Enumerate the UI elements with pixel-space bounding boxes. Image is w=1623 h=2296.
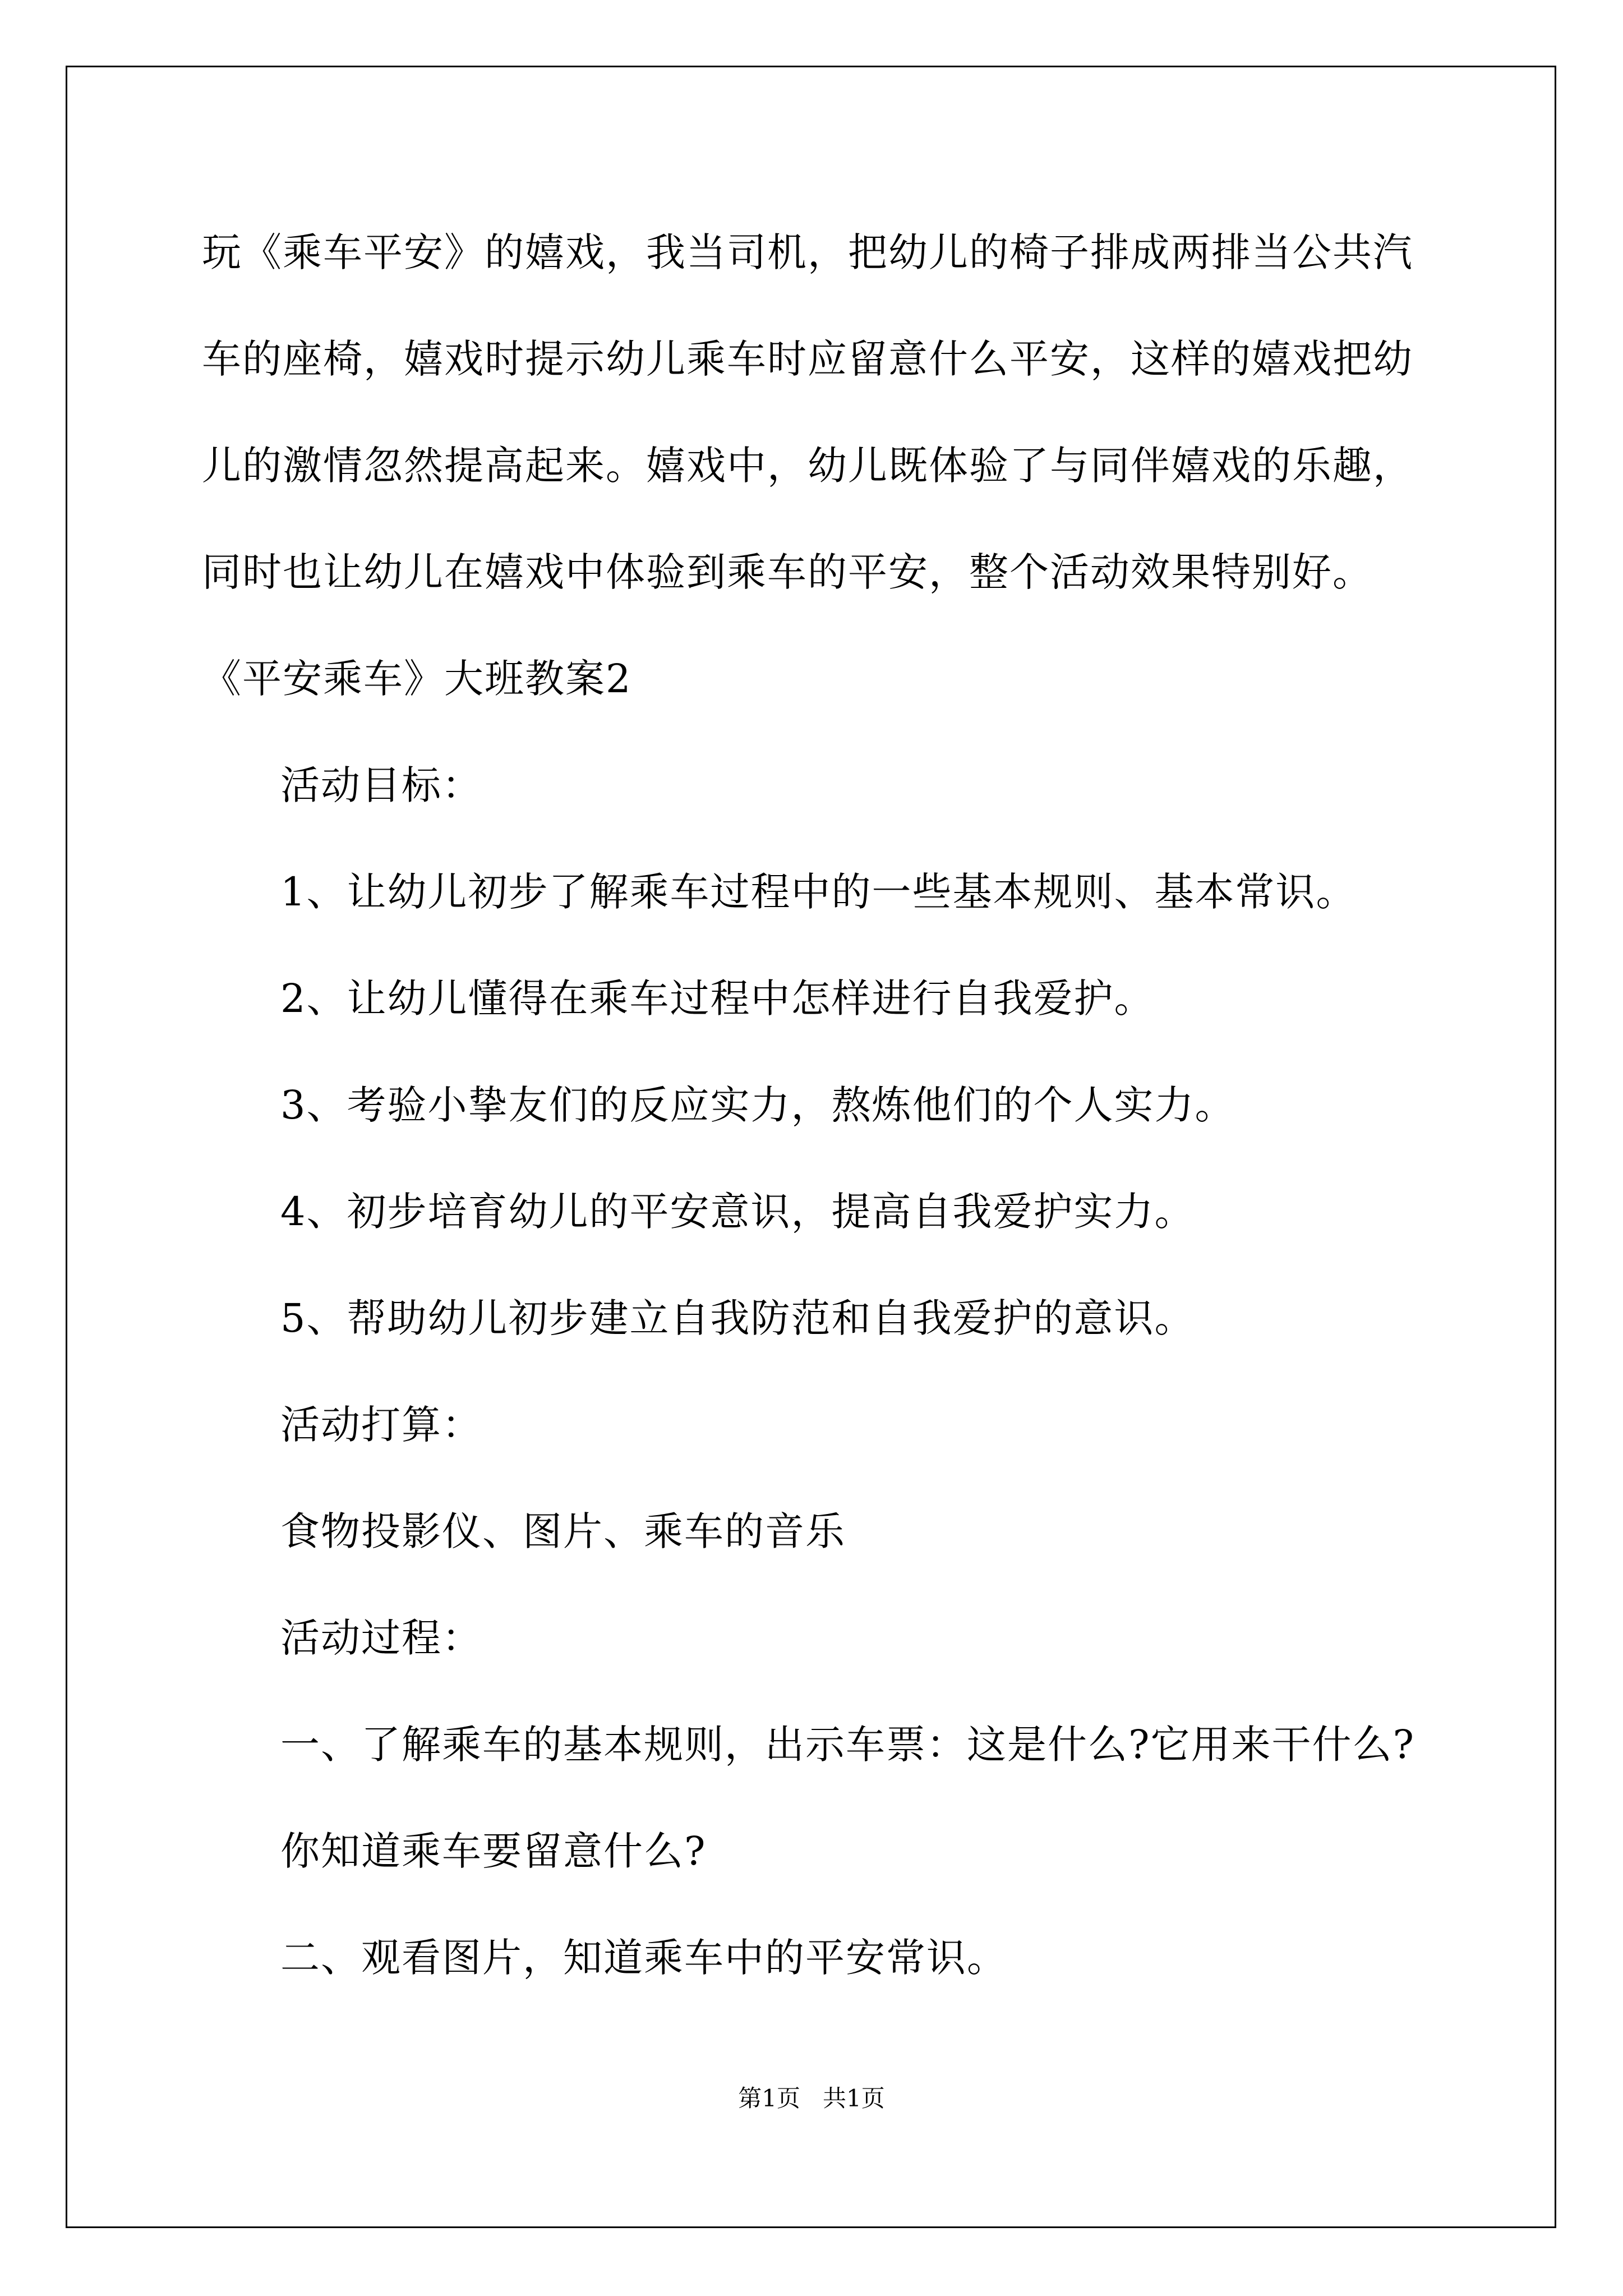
process-step-1-continued: 你知道乘车要留意什么? <box>280 1828 707 1874</box>
process-heading: 活动过程： <box>280 1615 482 1661</box>
page-border <box>66 66 1556 2228</box>
goal-item-5: 5、帮助幼儿初步建立自我防范和自我爱护的意识。 <box>280 1295 1195 1341</box>
process-step-1: 一、了解乘车的基本规则，出示车票：这是什么?它用来干什么? <box>280 1722 1415 1768</box>
goals-heading: 活动目标： <box>280 762 482 808</box>
paragraph-line-3: 儿的激情忽然提高起来。嬉戏中，幼儿既体验了与同伴嬉戏的乐趣， <box>202 443 1413 489</box>
page-number-footer: 第1页 共1页 <box>738 2085 885 2112</box>
goal-item-2: 2、让幼儿懂得在乘车过程中怎样进行自我爱护。 <box>280 976 1155 1022</box>
section-title: 《平安乘车》大班教案2 <box>202 656 632 702</box>
prep-items: 食物投影仪、图片、乘车的音乐 <box>280 1508 846 1554</box>
goal-item-4: 4、初步培育幼儿的平安意识，提高自我爱护实力。 <box>280 1189 1195 1235</box>
paragraph-line-1: 玩《乘车平安》的嬉戏，我当司机，把幼儿的椅子排成两排当公共汽 <box>202 229 1413 275</box>
process-step-2: 二、观看图片，知道乘车中的平安常识。 <box>280 1935 1007 1981</box>
paragraph-line-2: 车的座椅，嬉戏时提示幼儿乘车时应留意什么平安，这样的嬉戏把幼 <box>202 336 1413 382</box>
goal-item-3: 3、考验小挚友们的反应实力，熬炼他们的个人实力。 <box>280 1082 1235 1128</box>
paragraph-line-4: 同时也让幼儿在嬉戏中体验到乘车的平安，整个活动效果特别好。 <box>202 549 1373 595</box>
prep-heading: 活动打算： <box>280 1402 482 1448</box>
goal-item-1: 1、让幼儿初步了解乘车过程中的一些基本规则、基本常识。 <box>280 869 1357 915</box>
